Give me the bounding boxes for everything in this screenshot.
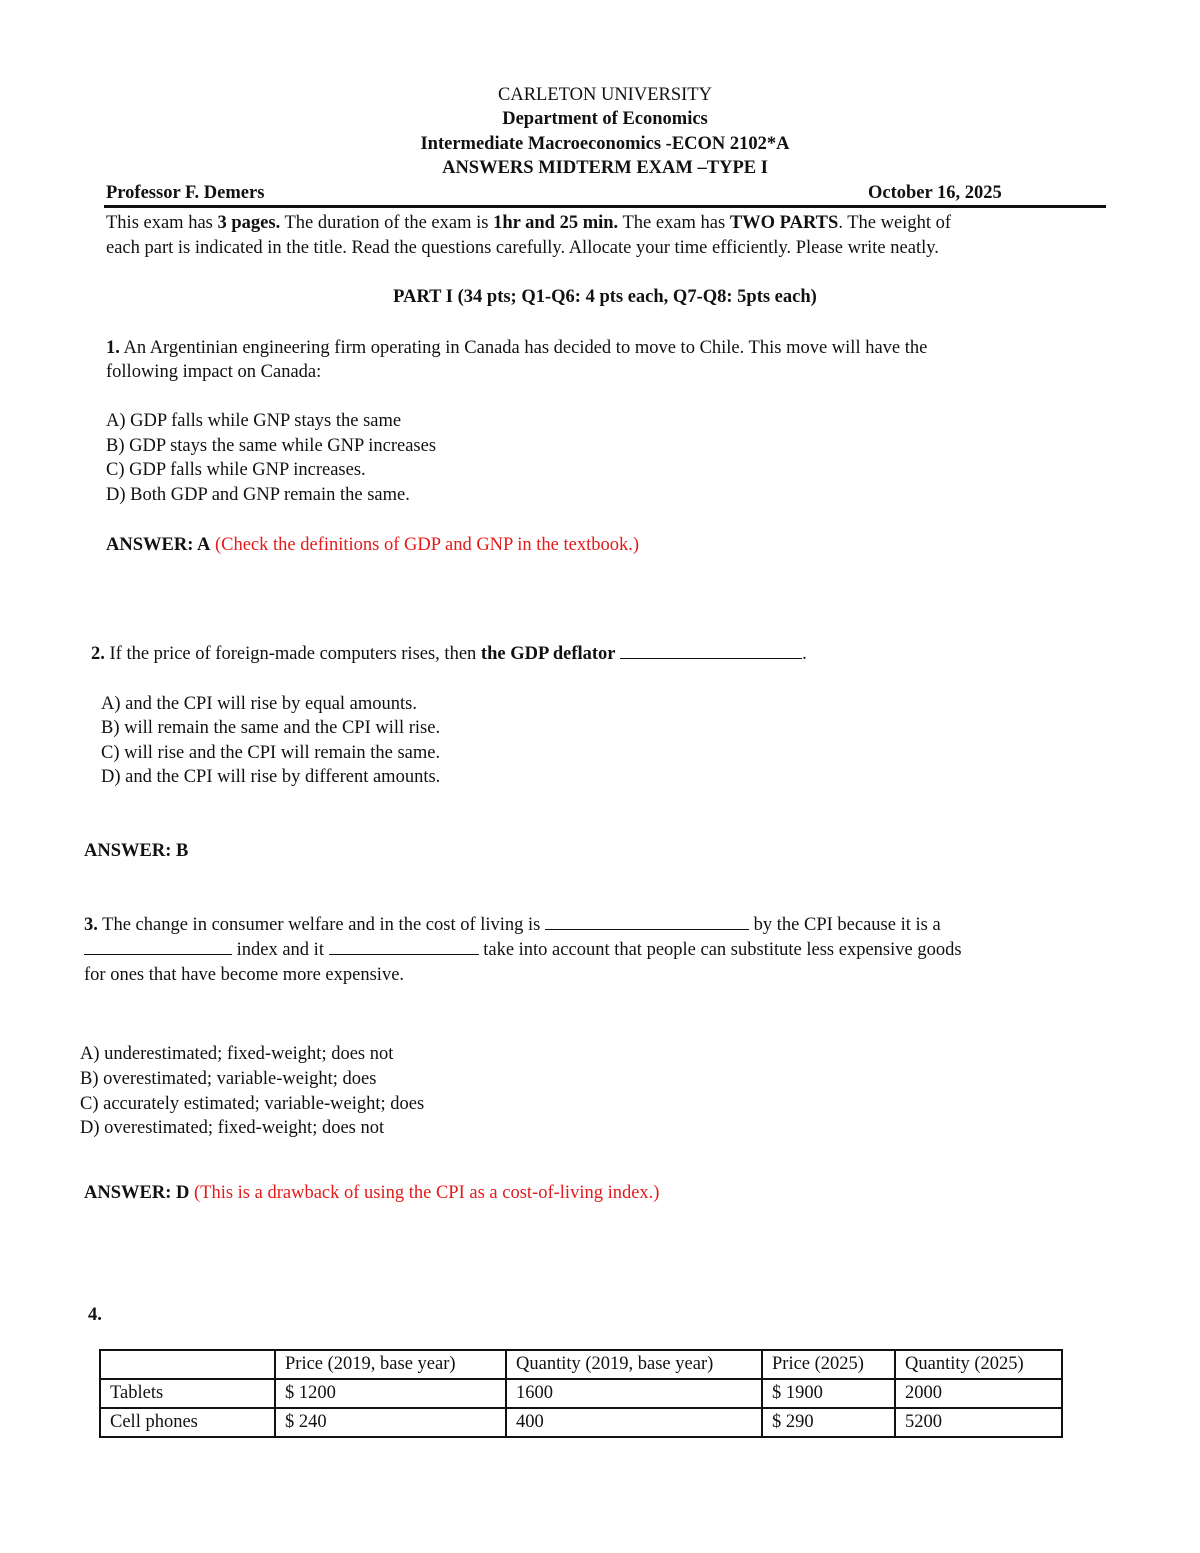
q3-blank-3 bbox=[329, 940, 479, 955]
table-cell: $ 240 bbox=[275, 1408, 506, 1437]
department-name: Department of Economics bbox=[502, 109, 708, 129]
q1-option-b: B) GDP stays the same while GNP increases bbox=[106, 436, 437, 456]
professor-name: Professor F. Demers bbox=[106, 183, 265, 203]
table-cell: 400 bbox=[506, 1408, 762, 1437]
q3-option-d: D) overestimated; fixed-weight; does not bbox=[80, 1118, 385, 1138]
table-row bbox=[100, 1379, 1062, 1408]
q3-answer: ANSWER: D (This is a drawback of using the CPI as a cost-of-living index.) bbox=[84, 1183, 660, 1203]
table-cell: Cell phones bbox=[100, 1408, 275, 1437]
q3-text-line-1: 3. The change in consumer welfare and in the cost of living is by the CPI because it is a bbox=[84, 915, 941, 935]
q3-text-line-3: for ones that have become more expensive. bbox=[84, 965, 405, 985]
q1-option-a: A) GDP falls while GNP stays the same bbox=[106, 411, 402, 431]
q3-blank-2 bbox=[84, 940, 232, 955]
q1-option-d: D) Both GDP and GNP remain the same. bbox=[106, 485, 410, 505]
table-cell: $ 1200 bbox=[275, 1379, 506, 1408]
q3-option-b: B) overestimated; variable-weight; does bbox=[80, 1069, 377, 1089]
q3-text-line-2: index and it take into account that people can substitute less expensive goods bbox=[84, 939, 962, 961]
table-cell: $ 1900 bbox=[762, 1379, 895, 1408]
exam-title: ANSWERS MIDTERM EXAM –TYPE I bbox=[442, 158, 768, 178]
q2-option-b: B) will remain the same and the CPI will rise. bbox=[101, 718, 441, 738]
exam-date: October 16, 2025 bbox=[868, 183, 1002, 203]
q2-option-a: A) and the CPI will rise by equal amounts. bbox=[101, 694, 417, 714]
header-rule bbox=[104, 205, 1106, 208]
q2-option-c: C) will rise and the CPI will remain the same. bbox=[101, 743, 441, 763]
q2-blank bbox=[620, 644, 802, 659]
q1-answer: ANSWER: A (Check the definitions of GDP and GNP in the textbook.) bbox=[106, 535, 640, 555]
table-cell: $ 290 bbox=[762, 1408, 895, 1437]
intro-line-2: each part is indicated in the title. Read the questions carefully. Allocate your time efficiently. Please write neatly. bbox=[106, 238, 939, 258]
table-cell: 5200 bbox=[895, 1408, 1062, 1437]
intro-line-1: This exam has 3 pages. The duration of the exam is 1hr and 25 min. The exam has TWO PARTS. The weight of bbox=[106, 213, 952, 233]
q4-number: 4. bbox=[88, 1305, 102, 1325]
course-title: Intermediate Macroeconomics -ECON 2102*A bbox=[420, 134, 790, 154]
table-header-cell bbox=[100, 1350, 275, 1379]
table-row bbox=[100, 1408, 1062, 1437]
table-cell: 2000 bbox=[895, 1379, 1062, 1408]
table-header-cell: Quantity (2025) bbox=[895, 1350, 1062, 1379]
table-header-row bbox=[100, 1350, 1062, 1379]
q2-text: 2. If the price of foreign-made computers rises, then the GDP deflator . bbox=[91, 644, 807, 664]
q3-option-c: C) accurately estimated; variable-weight; does bbox=[80, 1094, 425, 1114]
q4-data-table bbox=[99, 1349, 1063, 1438]
table-header-cell: Price (2019, base year) bbox=[275, 1350, 506, 1379]
q3-blank-1 bbox=[545, 915, 749, 930]
part-1-title: PART I (34 pts; Q1-Q6: 4 pts each, Q7-Q8: 5pts each) bbox=[393, 287, 817, 307]
table-header-cell: Price (2025) bbox=[762, 1350, 895, 1379]
q2-answer: ANSWER: B bbox=[84, 841, 189, 861]
table-cell: 1600 bbox=[506, 1379, 762, 1408]
q1-option-c: C) GDP falls while GNP increases. bbox=[106, 460, 366, 480]
university-name: CARLETON UNIVERSITY bbox=[498, 85, 712, 105]
q2-option-d: D) and the CPI will rise by different amounts. bbox=[101, 767, 441, 787]
q1-text-line-2: following impact on Canada: bbox=[106, 362, 322, 382]
q3-option-a: A) underestimated; fixed-weight; does not bbox=[80, 1044, 394, 1064]
table-header-cell: Quantity (2019, base year) bbox=[506, 1350, 762, 1379]
table-cell: Tablets bbox=[100, 1379, 275, 1408]
q1-text-line-1: 1. An Argentinian engineering firm operating in Canada has decided to move to Chile. This move will have the bbox=[106, 338, 928, 358]
